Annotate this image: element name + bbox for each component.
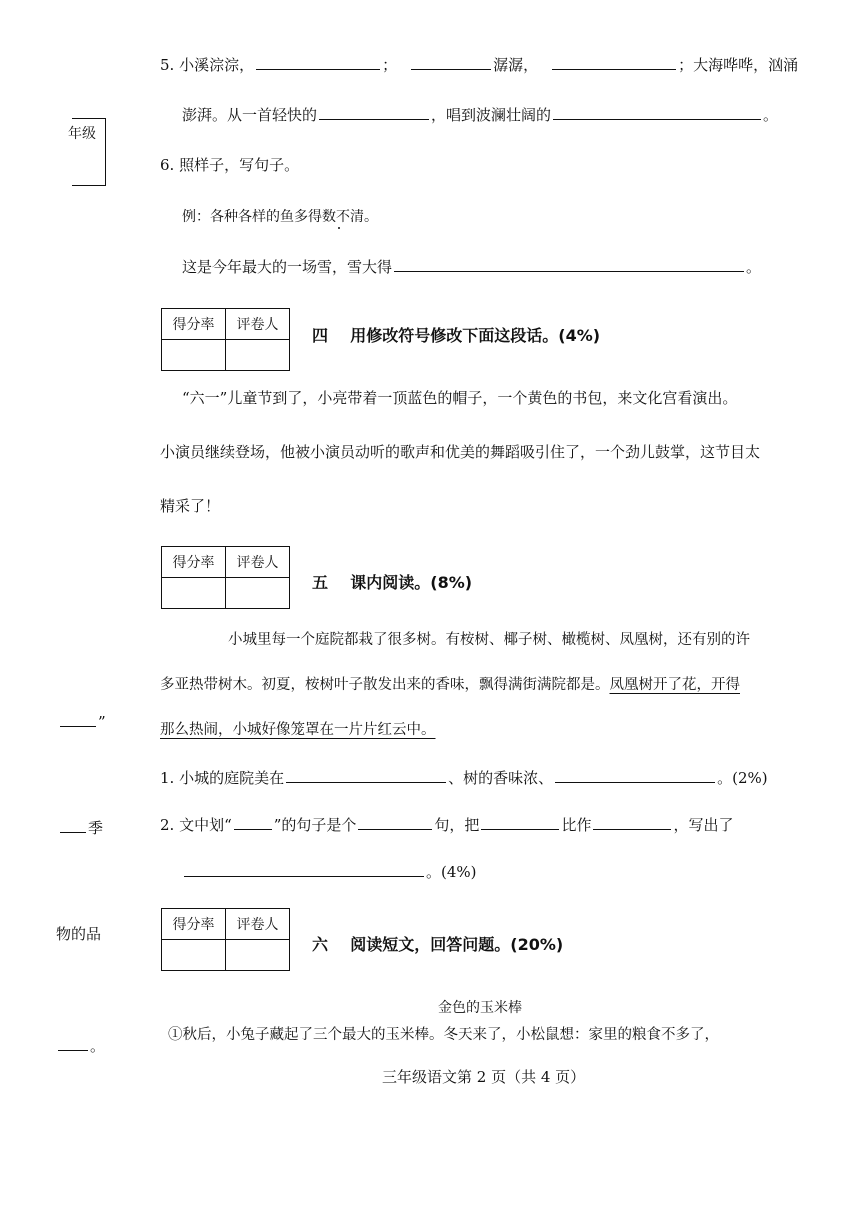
section5-q2-line2: 。(4%) bbox=[182, 862, 477, 882]
emphasis-dot bbox=[338, 227, 340, 229]
q5-blank-4[interactable] bbox=[319, 105, 429, 120]
q2-blank-4[interactable] bbox=[184, 862, 424, 877]
section5-q1: 1. 小城的庭院美在 、树的香味浓、 。(2%) bbox=[160, 769, 768, 787]
q2-blank-2[interactable] bbox=[481, 815, 559, 830]
section5-para-line3: 那么热闹，小城好像笼罩在一片片红云中。 bbox=[160, 722, 436, 738]
q5-blank-1[interactable] bbox=[256, 55, 380, 70]
story-title: 金色的玉米棒 bbox=[438, 1000, 522, 1016]
margin-season: 季 bbox=[58, 818, 103, 838]
section4-line1: “六一”儿童节到了，小亮带着一顶蓝色的帽子，一个黄色的书包，来文化宫看演出。 bbox=[182, 389, 738, 407]
margin-quote-blank: ” bbox=[58, 712, 106, 732]
q2-blank-1[interactable] bbox=[358, 815, 432, 830]
page-footer: 三年级语文第 2 页（共 4 页） bbox=[382, 1068, 586, 1086]
section4-line3: 精采了！ bbox=[160, 497, 221, 515]
q5-blank-2[interactable] bbox=[411, 55, 491, 70]
section5-para-line2: 多亚热带树木。初夏，桉树叶子散发出来的香味，飘得满街满院都是。凤凰树开了花，开得 bbox=[160, 677, 740, 693]
q5-blank-3[interactable] bbox=[552, 55, 676, 70]
section5-heading: 五 课内阅读。(8%) bbox=[312, 573, 473, 592]
score-header-rate: 得分率 bbox=[162, 309, 226, 340]
grader-cell[interactable] bbox=[226, 940, 290, 971]
score-header-grader: 评卷人 bbox=[226, 909, 290, 940]
score-rate-cell[interactable] bbox=[162, 578, 226, 609]
q1-blank-1[interactable] bbox=[286, 768, 446, 783]
score-table-6 bbox=[161, 908, 290, 971]
q1-blank-2[interactable] bbox=[555, 768, 715, 783]
section5-q2: 2. 文中划“ ”的句子是个 句，把 比作 ，写出了 bbox=[160, 816, 734, 834]
grader-cell[interactable] bbox=[226, 578, 290, 609]
section4-line2: 小演员继续登场，他被小演员动听的歌声和优美的舞蹈吸引住了，一个劲儿鼓掌，这节目太 bbox=[160, 443, 761, 461]
q5-line2: 澎湃。从一首轻快的 ，唱到波澜壮阔的 。 bbox=[182, 106, 779, 124]
section6-heading: 六 阅读短文，回答问题。(20%) bbox=[312, 935, 564, 954]
story-line1: ①秋后，小兔子藏起了三个最大的玉米棒。冬天来了，小松鼠想：家里的粮食不多了， bbox=[168, 1027, 719, 1043]
q2-blank-3[interactable] bbox=[593, 815, 671, 830]
q2-mark-blank[interactable] bbox=[234, 815, 272, 830]
section4-heading: 四 用修改符号修改下面这段话。(4%) bbox=[312, 326, 601, 345]
q6-prompt: 这是今年最大的一场雪，雪大得 。 bbox=[182, 258, 762, 276]
margin-period-blank: 。 bbox=[56, 1036, 105, 1056]
q5-line1: 5. 小溪淙淙， ； 潺潺， ；大海哗哗，汹涌 bbox=[160, 56, 799, 74]
score-header-rate: 得分率 bbox=[162, 909, 226, 940]
score-header-rate: 得分率 bbox=[162, 547, 226, 578]
q6-example: 例：各种各样的鱼多得数不清。 bbox=[182, 209, 378, 225]
section5-para-line1: 小城里每一个庭院都栽了很多树。有桉树、椰子树、橄榄树、凤凰树，还有别的许 bbox=[228, 632, 750, 648]
score-table-5 bbox=[161, 546, 290, 609]
score-rate-cell[interactable] bbox=[162, 340, 226, 371]
margin-quality: 物的品 bbox=[56, 925, 102, 943]
q5-blank-5[interactable] bbox=[553, 105, 761, 120]
grader-cell[interactable] bbox=[226, 340, 290, 371]
score-header-grader: 评卷人 bbox=[226, 547, 290, 578]
grade-label: 年级 bbox=[68, 126, 96, 142]
score-header-grader: 评卷人 bbox=[226, 309, 290, 340]
q6-title: 6. 照样子，写句子。 bbox=[160, 156, 300, 174]
q6-answer-blank[interactable] bbox=[394, 257, 744, 272]
score-table-4 bbox=[161, 308, 290, 371]
score-rate-cell[interactable] bbox=[162, 940, 226, 971]
